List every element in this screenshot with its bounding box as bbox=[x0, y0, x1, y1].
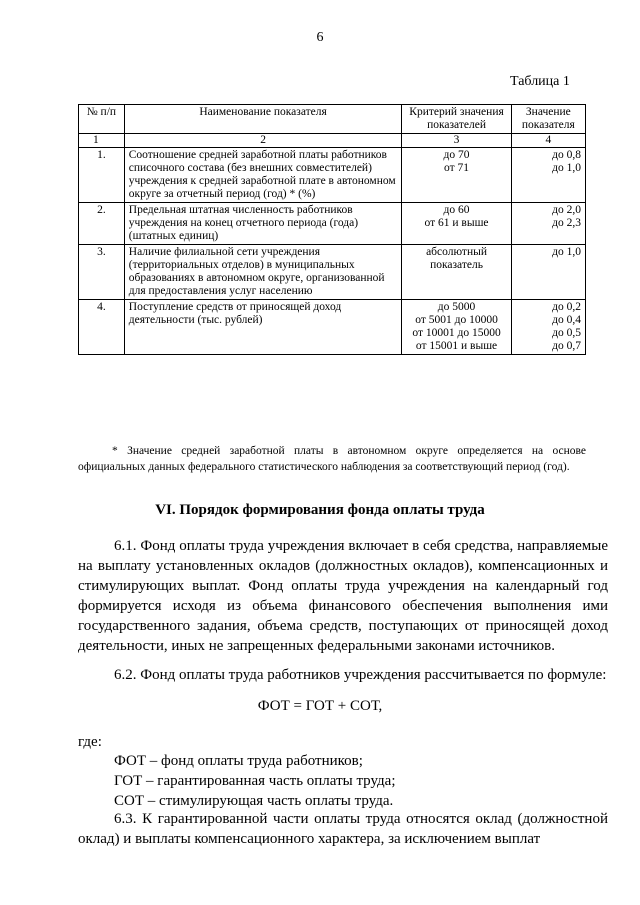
table-row bbox=[79, 203, 586, 245]
value-item: до 1,0 bbox=[552, 246, 581, 258]
header-name: Наименование показателя bbox=[124, 105, 402, 134]
row-num: 3. bbox=[79, 245, 125, 300]
row-criteria bbox=[402, 245, 511, 300]
definitions-list bbox=[114, 751, 396, 811]
value-item: до 0,2 bbox=[552, 301, 581, 313]
table-row bbox=[79, 300, 586, 355]
criterion-item: от 61 и выше bbox=[424, 217, 489, 229]
row-num: 2. bbox=[79, 203, 125, 245]
row-name: Поступление средств от приносящей доход деятельности (тыс. рублей) bbox=[124, 300, 402, 355]
definition-item: ГОТ – гарантированная часть оплаты труда; bbox=[114, 773, 396, 789]
value-item: до 0,8 bbox=[552, 149, 581, 161]
row-values bbox=[511, 300, 585, 355]
table-header-row bbox=[79, 105, 586, 134]
row-num: 4. bbox=[79, 300, 125, 355]
criterion-item: от 5001 до 10000 bbox=[415, 314, 498, 326]
definition-item: ФОТ – фонд оплаты труда работников; bbox=[114, 753, 363, 769]
row-values bbox=[511, 148, 585, 203]
row-values bbox=[511, 203, 585, 245]
row-name: Наличие филиальной сети учреждения (территориальных отделов) в муниципальных образованиях в автономном округе, организованной для предоставления услуг населению bbox=[124, 245, 402, 300]
row-criteria bbox=[402, 148, 511, 203]
index-cell: 3 bbox=[402, 134, 511, 148]
header-criterion: Критерий значения показателей bbox=[402, 105, 511, 134]
table-row bbox=[79, 148, 586, 203]
paragraph-6-2: 6.2. Фонд оплаты труда работников учреждения рассчитывается по формуле: bbox=[114, 667, 607, 683]
value-item: до 0,7 bbox=[552, 340, 581, 352]
criterion-item: от 10001 до 15000 bbox=[412, 327, 501, 339]
criterion-item: до 60 bbox=[443, 204, 470, 216]
page-number: 6 bbox=[316, 30, 324, 45]
indicators-table bbox=[78, 104, 586, 355]
table-index-row bbox=[79, 134, 586, 148]
paragraph-6-3: 6.3. К гарантированной части оплаты труда относятся оклад (должностной оклад) и выплаты компенсационного характера, за исключением выплат bbox=[78, 811, 608, 847]
table-footnote: * Значение средней заработной платы в автономном округе определяется на основе официальных данных федерального статистического наблюдения за соответствующий период (год). bbox=[78, 445, 586, 473]
value-item: до 0,4 bbox=[552, 314, 581, 326]
definition-item: СОТ – стимулирующая часть оплаты труда. bbox=[114, 793, 394, 809]
criterion-item: до 70 bbox=[443, 149, 470, 161]
value-item: до 0,5 bbox=[552, 327, 581, 339]
table-row bbox=[79, 245, 586, 300]
value-item: до 2,0 bbox=[552, 204, 581, 216]
table-label: Таблица 1 bbox=[510, 74, 570, 89]
row-name: Соотношение средней заработной платы работников списочного состава (без внешних совместителей) учреждения к средней заработной плате в автономном округе за отчетный период (год) * (%) bbox=[124, 148, 402, 203]
where-label: где: bbox=[78, 734, 102, 750]
row-criteria bbox=[402, 203, 511, 245]
criterion-item: абсолютный показатель bbox=[426, 246, 487, 271]
header-num: № п/п bbox=[79, 105, 125, 134]
criterion-item: от 71 bbox=[444, 162, 470, 174]
value-item: до 1,0 bbox=[552, 162, 581, 174]
index-cell: 2 bbox=[124, 134, 402, 148]
value-item: до 2,3 bbox=[552, 217, 581, 229]
criterion-item: от 15001 и выше bbox=[415, 340, 498, 352]
row-name: Предельная штатная численность работников учреждения на конец отчетного периода (года) (штатных единиц) bbox=[124, 203, 402, 245]
section-heading: VI. Порядок формирования фонда оплаты труда bbox=[155, 502, 485, 518]
index-cell: 4 bbox=[511, 134, 585, 148]
header-value: Значение показателя bbox=[511, 105, 585, 134]
row-values bbox=[511, 245, 585, 300]
formula: ФОТ = ГОТ + СОТ, bbox=[257, 698, 383, 714]
row-num: 1. bbox=[79, 148, 125, 203]
row-criteria bbox=[402, 300, 511, 355]
index-cell: 1 bbox=[79, 134, 125, 148]
criterion-item: до 5000 bbox=[437, 301, 476, 313]
paragraph-6-1: 6.1. Фонд оплаты труда учреждения включает в себя средства, направляемые на выплату установленных окладов (должностных окладов), компенсационных и стимулирующих выплат. Фонд оплаты труда учреждения на календарный год формируется исходя из объема финансового обеспечения выполнения ими государственного задания, объема средств, поступающих от приносящей доход деятельности, иных не запрещенных федеральными законами источников. bbox=[78, 538, 608, 654]
